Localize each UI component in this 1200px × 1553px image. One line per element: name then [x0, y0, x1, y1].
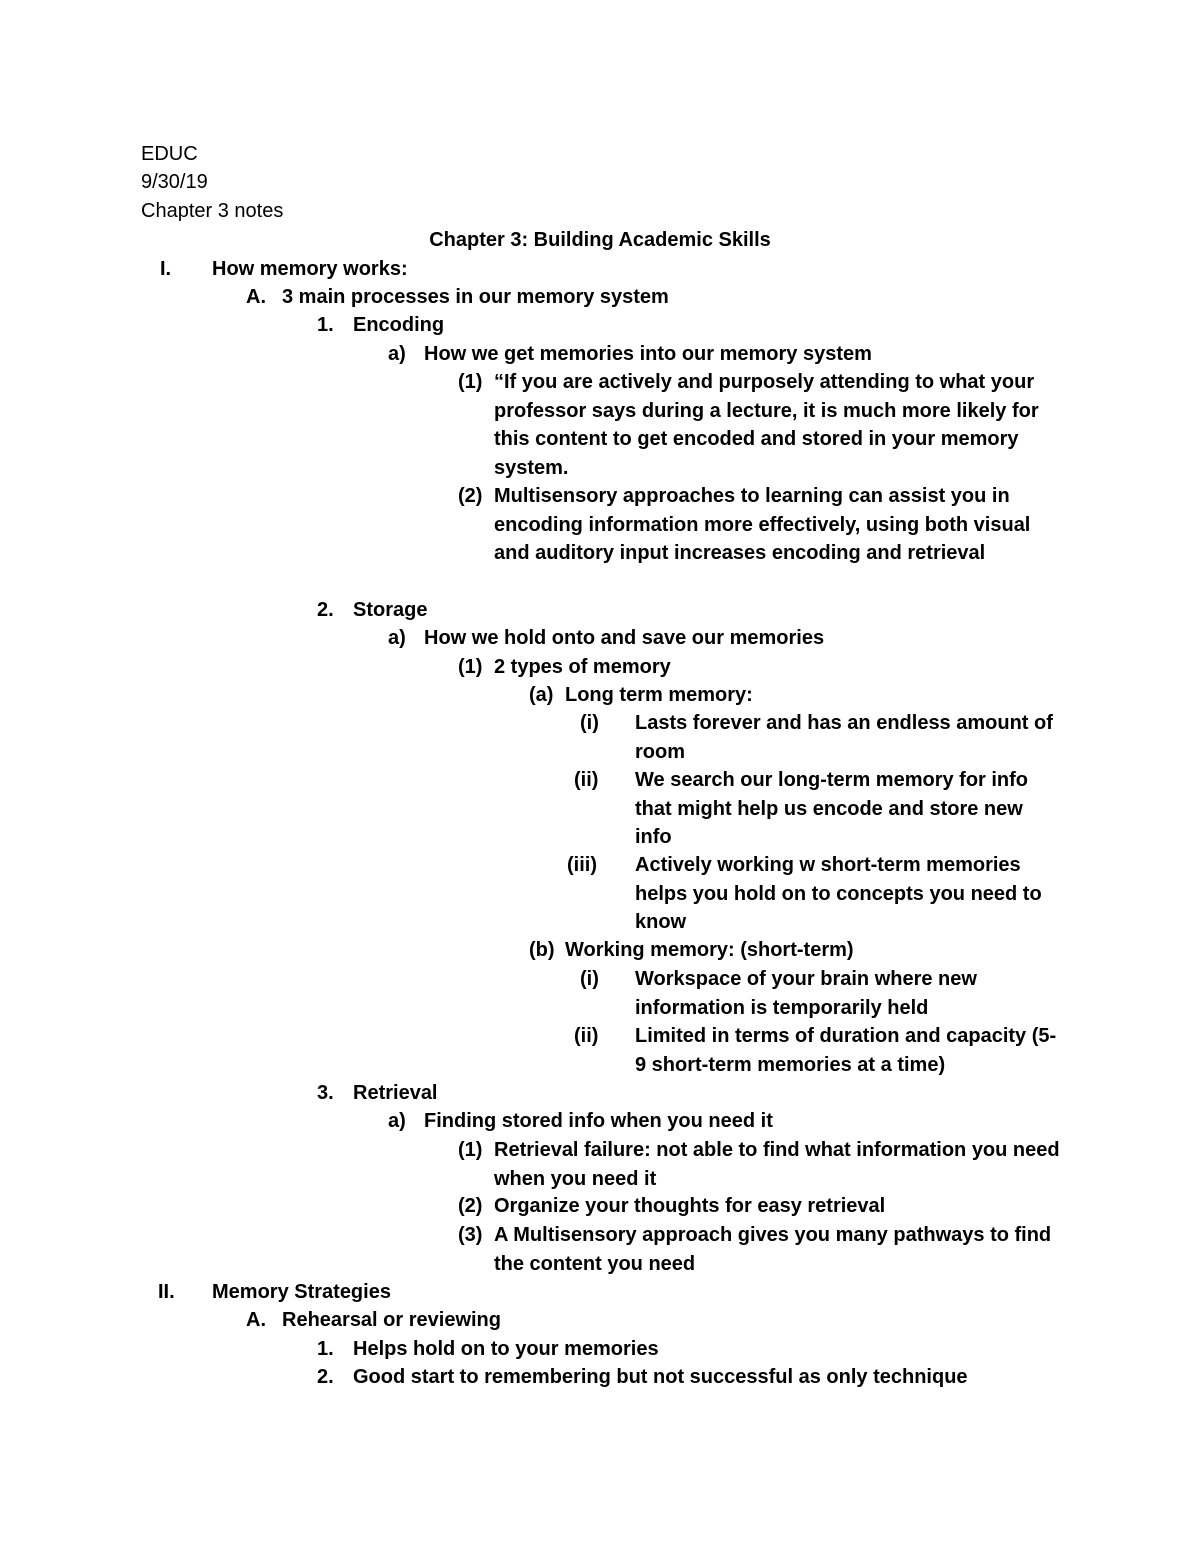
- outline-text: Retrieval: [353, 1082, 438, 1104]
- outline-text: Memory Strategies: [212, 1281, 391, 1303]
- outline-marker: (ii): [574, 1025, 599, 1047]
- outline-marker: (b): [529, 939, 555, 961]
- outline-text: “If you are actively and purposely attending to what your professor says during a lecture, it is much more likely for this content to get encoded and stored in your memory system.: [494, 371, 1039, 479]
- outline-text: 2 types of memory: [494, 656, 671, 678]
- outline-marker: a): [388, 627, 406, 649]
- outline-text: Helps hold on to your memories: [353, 1338, 659, 1360]
- outline-text: Finding stored info when you need it: [424, 1110, 773, 1132]
- outline-text: How we hold onto and save our memories: [424, 627, 825, 649]
- outline-text: Retrieval failure: not able to find what information you need when you need it: [494, 1139, 1060, 1190]
- outline-marker: (iii): [567, 854, 597, 876]
- outline-text: Organize your thoughts for easy retrieval: [494, 1195, 886, 1217]
- outline-text: Actively working w short-term memories helps you hold on to concepts you need to know: [635, 854, 1042, 933]
- outline-text: Workspace of your brain where new information is temporarily held: [635, 968, 977, 1019]
- outline-text: We search our long-term memory for info that might help us encode and store new info: [635, 769, 1029, 848]
- outline-text: Multisensory approaches to learning can assist you in encoding information more effectively, using both visual and auditory input increases encoding and retrieval: [494, 485, 1031, 564]
- outline-text: Lasts forever and has an endless amount of room: [635, 712, 1053, 763]
- outline-marker: (1): [458, 1139, 483, 1161]
- outline-text: How we get memories into our memory system: [424, 343, 872, 365]
- outline-marker: (2): [458, 485, 483, 507]
- outline-marker: A.: [246, 286, 266, 308]
- outline-marker: 2.: [317, 1366, 334, 1388]
- outline-marker: (ii): [574, 769, 599, 791]
- outline-marker: a): [388, 1110, 406, 1132]
- outline-marker: 1.: [317, 1338, 334, 1360]
- outline-text: 3 main processes in our memory system: [282, 286, 669, 308]
- outline-marker: a): [388, 343, 406, 365]
- outline-marker: (1): [458, 656, 483, 678]
- outline-marker: 1.: [317, 314, 334, 336]
- outline-marker: (1): [458, 371, 483, 393]
- outline-text: Storage: [353, 599, 428, 621]
- page-title: Chapter 3: Building Academic Skills: [429, 229, 771, 251]
- outline-text: Rehearsal or reviewing: [282, 1309, 501, 1331]
- outline-text: Good start to remembering but not successful as only technique: [353, 1366, 968, 1388]
- outline-marker: 3.: [317, 1082, 334, 1104]
- outline-marker: (i): [580, 968, 599, 990]
- outline-marker: 2.: [317, 599, 334, 621]
- outline-marker: II.: [158, 1281, 175, 1303]
- course-name: EDUC: [141, 143, 198, 165]
- outline-text: Limited in terms of duration and capacity (5-9 short-term memories at a time): [635, 1025, 1057, 1076]
- outline-text: A Multisensory approach gives you many pathways to find the content you need: [494, 1224, 1052, 1275]
- outline-text: How memory works:: [212, 258, 408, 280]
- note-date: 9/30/19: [141, 171, 208, 193]
- outline-marker: (3): [458, 1224, 483, 1246]
- outline-text: Encoding: [353, 314, 445, 336]
- notes-label: Chapter 3 notes: [141, 200, 284, 222]
- outline-marker: I.: [160, 258, 172, 280]
- outline-text: Working memory: (short-term): [565, 939, 854, 961]
- outline-text: Long term memory:: [565, 684, 753, 706]
- outline-marker: (a): [529, 684, 554, 706]
- outline-marker: (2): [458, 1195, 483, 1217]
- outline-marker: (i): [580, 712, 599, 734]
- outline-marker: A.: [246, 1309, 266, 1331]
